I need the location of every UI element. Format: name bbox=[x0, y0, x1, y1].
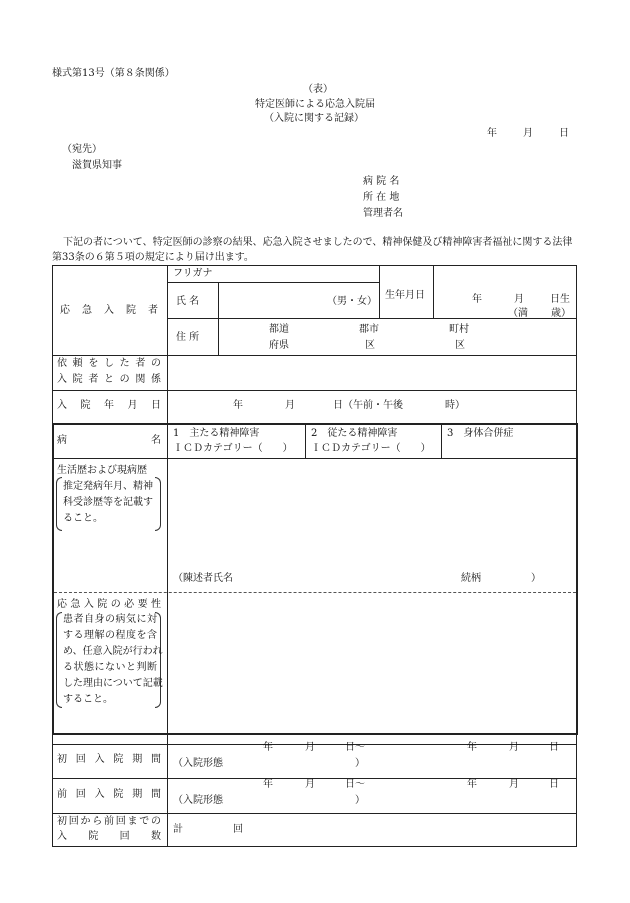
age-open: （満 bbox=[508, 308, 528, 319]
first-period-year: 年 bbox=[263, 742, 273, 753]
birth-column-left bbox=[379, 265, 380, 318]
prev-period-end-month: 月 bbox=[509, 779, 519, 790]
first-period-month: 月 bbox=[305, 742, 315, 753]
hospital-location-label: 所 在 地 bbox=[363, 192, 400, 203]
necessity-note-2: する理解の程度を含 bbox=[63, 630, 157, 641]
first-period-form-close: ） bbox=[355, 758, 365, 769]
count-label-2: 入院回数 bbox=[57, 831, 161, 842]
relation-label-1: 依頼をした者の bbox=[57, 358, 161, 369]
label-column-divider bbox=[167, 265, 168, 847]
address-ku-2: 区 bbox=[455, 340, 465, 351]
necessity-bracket-left bbox=[56, 612, 62, 708]
first-period-form: （入院形態 bbox=[173, 758, 223, 769]
first-period-end-year: 年 bbox=[467, 742, 477, 753]
disease-label: 病名 bbox=[57, 435, 161, 446]
history-note-2: 科受診歴等を記載す bbox=[63, 497, 153, 508]
first-period-end-month: 月 bbox=[509, 742, 519, 753]
relation-label-2: 入院者との関係 bbox=[57, 374, 161, 385]
patient-section-label: 応急入院者 bbox=[60, 305, 158, 316]
thick-box-left bbox=[52, 423, 54, 735]
table-bottom-border bbox=[52, 846, 577, 847]
age-close: 歳） bbox=[551, 308, 571, 319]
necessity-note-1: 患者自身の病気に対 bbox=[63, 614, 157, 625]
necessity-note-5: した理由について記載 bbox=[63, 678, 163, 689]
admission-day-ampm: 日（午前・午後 bbox=[333, 400, 403, 411]
table-right-lower bbox=[576, 735, 577, 847]
statement-name-label: （陳述者氏名 bbox=[173, 573, 233, 584]
thick-box-right bbox=[576, 423, 578, 735]
admission-month: 月 bbox=[285, 400, 295, 411]
first-period-day-from: 日～ bbox=[345, 742, 365, 753]
count-top-border bbox=[52, 813, 577, 814]
statement-close: ） bbox=[531, 573, 541, 584]
birth-day: 日生 bbox=[550, 294, 570, 305]
prev-period-end-day: 日 bbox=[549, 779, 559, 790]
address-gunshi: 郡市 bbox=[359, 324, 379, 335]
physical-complication: 3 身体合併症 bbox=[447, 428, 514, 439]
birth-year: 年 bbox=[472, 294, 482, 305]
prev-period-form-close: ） bbox=[355, 795, 365, 806]
furigana-label: フリガナ bbox=[173, 268, 213, 279]
date-day: 日 bbox=[559, 128, 569, 139]
address-label: 住 所 bbox=[176, 332, 200, 343]
count-times: 回 bbox=[233, 824, 243, 835]
table-left-upper bbox=[52, 265, 53, 423]
prev-period-day-from: 日～ bbox=[345, 779, 365, 790]
disease-bottom-border bbox=[52, 458, 577, 459]
prev-period-end-year: 年 bbox=[467, 779, 477, 790]
address-fuken: 府県 bbox=[269, 340, 289, 351]
first-period-end-day: 日 bbox=[549, 742, 559, 753]
address-todo: 都道 bbox=[269, 324, 289, 335]
birth-column-right bbox=[433, 265, 434, 318]
sublabel-column-divider bbox=[218, 282, 219, 355]
intro-line-1: 下記の者について、特定医師の診察の結果、応急入院させましたので、精神保健及び精神障害者福祉に関する法律 bbox=[63, 237, 573, 248]
history-note-1: 推定発病年月、精神 bbox=[63, 481, 153, 492]
recipient: 滋賀県知事 bbox=[72, 160, 122, 171]
necessity-note-3: め、任意入院が行われ bbox=[63, 646, 163, 657]
history-divider bbox=[54, 592, 576, 593]
date-month: 月 bbox=[523, 128, 533, 139]
address-chouson: 町村 bbox=[449, 324, 469, 335]
thick-box-bottom bbox=[52, 733, 578, 735]
main-disorder-icd: ＩＣＤカテゴリー（ ） bbox=[173, 443, 293, 454]
table-top-border bbox=[52, 265, 577, 266]
necessity-bracket-right bbox=[155, 612, 161, 708]
admission-date-label: 入院年月日 bbox=[57, 400, 161, 411]
first-period-label: 初回入院期間 bbox=[57, 754, 161, 765]
history-bracket-right bbox=[155, 477, 161, 531]
sex-option: （男・女） bbox=[327, 296, 377, 307]
relationship-label: 続柄 bbox=[461, 573, 481, 584]
admission-hour: 時） bbox=[445, 400, 465, 411]
front-marker: （表） bbox=[303, 84, 333, 95]
date-year: 年 bbox=[487, 128, 497, 139]
name-label: 氏 名 bbox=[176, 296, 200, 307]
prev-period-label: 前回入院期間 bbox=[57, 789, 161, 800]
history-bracket-left bbox=[56, 477, 62, 531]
necessity-title: 応急入院の必要性 bbox=[57, 599, 161, 610]
admission-year: 年 bbox=[233, 400, 243, 411]
intro-line-2: 第33条の６第５項の規定により届け出ます。 bbox=[52, 252, 254, 263]
patient-bottom-border bbox=[52, 355, 577, 356]
prev-period-year: 年 bbox=[263, 779, 273, 790]
address-ku-1: 区 bbox=[365, 340, 375, 351]
sub-disorder: 2 従たる精神障害 bbox=[311, 428, 398, 439]
prev-period-month: 月 bbox=[305, 779, 315, 790]
history-note-3: ること。 bbox=[63, 513, 103, 524]
address-to: （宛先） bbox=[62, 144, 102, 155]
count-label-1: 初回から前回までの bbox=[57, 816, 161, 827]
birth-label: 生年月日 bbox=[385, 290, 425, 301]
table-right-upper bbox=[576, 265, 577, 423]
count-total: 計 bbox=[173, 824, 183, 835]
birth-month: 月 bbox=[514, 294, 524, 305]
necessity-note-6: すること。 bbox=[63, 694, 113, 705]
disease-divider-2 bbox=[441, 423, 442, 458]
table-left-lower bbox=[52, 735, 53, 847]
main-disorder: 1 主たる精神障害 bbox=[173, 428, 260, 439]
necessity-note-4: る状態にないと判断 bbox=[63, 662, 157, 673]
thick-box-top bbox=[52, 423, 578, 425]
form-title: 特定医師による応急入院届 bbox=[255, 99, 375, 110]
relation-bottom-border bbox=[52, 390, 577, 391]
sub-disorder-icd: ＩＣＤカテゴリー（ ） bbox=[311, 443, 431, 454]
prev-period-form: （入院形態 bbox=[173, 795, 223, 806]
hospital-admin-label: 管理者名 bbox=[363, 208, 403, 219]
form-subtitle: （入院に関する記録） bbox=[264, 113, 364, 124]
furigana-bottom-border bbox=[167, 282, 379, 283]
hospital-name-label: 病 院 名 bbox=[363, 176, 400, 187]
form-number: 様式第13号（第８条関係） bbox=[52, 68, 175, 79]
history-title: 生活歴および現病歴 bbox=[57, 465, 147, 476]
disease-divider-1 bbox=[305, 423, 306, 458]
